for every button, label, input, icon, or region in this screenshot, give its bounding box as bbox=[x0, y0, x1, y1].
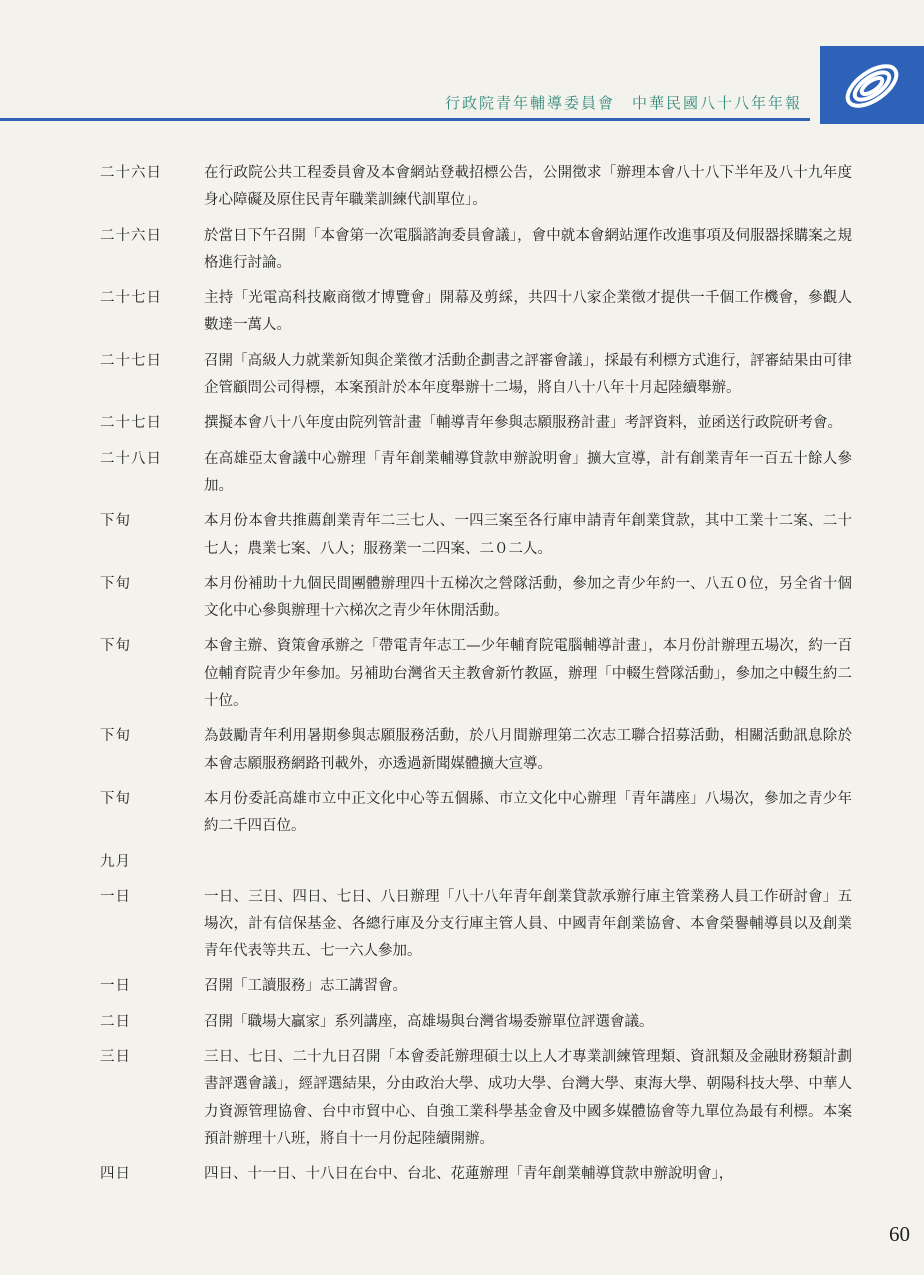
entry-date: 二十七日 bbox=[100, 415, 162, 432]
entry bbox=[0, 1009, 924, 1036]
entry-text: 本月份補助十九個民間團體辦理四十五梯次之營隊活動，參加之青少年約一、八五０位，另全省十個文化中心參與辦理十六梯次之青少年休閒活動。 bbox=[204, 575, 852, 620]
entry-text: 三日、七日、二十九日召開「本會委託辦理碩士以上人才專業訓練管理類、資訊類及金融財務類計劃書評選會議」，經評選結果，分由政治大學、成功大學、台灣大學、東海大學、朝陽科技大學、中華人力資源管理協會、台中市貿中心、自強工業科學基金會及中國多媒體協會等九單位為最有利標。本案預計辦理十八班，將自十一月份起陸續開辦。 bbox=[204, 1049, 852, 1147]
entry-text: 本會主辦、資策會承辦之「帶電青年志工—少年輔育院電腦輔導計畫」，本月份計辦理五場次，約一百位輔育院青少年參加。另補助台灣省天主教會新竹教區，辦理「中輟生營隊活動」，參加之中輟生約二十位。 bbox=[204, 638, 852, 710]
entry bbox=[0, 571, 924, 626]
entry-date: 下旬 bbox=[100, 728, 131, 745]
entry bbox=[0, 285, 924, 340]
month-label: 九月 bbox=[100, 853, 131, 870]
header-rule bbox=[0, 118, 810, 121]
entry-date: 下旬 bbox=[100, 575, 131, 592]
entry-text: 四日、十一日、十八日在台中、台北、花蓮辦理「青年創業輔導貸款申辦說明會」， bbox=[204, 1166, 734, 1183]
entry bbox=[0, 786, 924, 841]
entry bbox=[0, 884, 924, 966]
entry bbox=[0, 508, 924, 563]
entry-text: 於當日下午召開「本會第一次電腦諮詢委員會議」，會中就本會網站運作改進事項及伺服器採購案之規格進行討論。 bbox=[204, 227, 852, 271]
entry bbox=[0, 723, 924, 778]
entry bbox=[0, 410, 924, 437]
entry-date: 二十八日 bbox=[100, 450, 162, 467]
entry-date: 二十七日 bbox=[100, 352, 162, 369]
entry-text: 主持「光電高科技廠商徵才博覽會」開幕及剪綵，共四十八家企業徵才提供一千個工作機會，參觀人數達一萬人。 bbox=[204, 290, 852, 334]
header-title: 行政院青年輔導委員會 中華民國八十八年年報 bbox=[444, 94, 802, 112]
entry-date: 下旬 bbox=[100, 513, 131, 530]
entry-text: 召開「高級人力就業新知與企業徵才活動企劃書之評審會議」，採最有利標方式進行，評審結果由可律企管顧問公司得標，本案預計於本年度舉辦十二場，將自八十八年十月起陸續舉辦。 bbox=[204, 352, 852, 397]
entry-date: 下旬 bbox=[100, 638, 131, 655]
entry-text: 召開「工讀服務」志工講習會。 bbox=[204, 978, 407, 995]
entry-date: 二十六日 bbox=[100, 165, 162, 181]
month-heading bbox=[0, 849, 924, 876]
entry bbox=[0, 633, 924, 715]
page-number: 60 bbox=[889, 1222, 910, 1246]
chronicle-entries bbox=[0, 160, 924, 1197]
entry-text: 一日、三日、四日、七日、八日辦理「八十八年青年創業貸款承辦行庫主管業務人員工作研討會」五場次，計有信保基金、各總行庫及分支行庫主管人員、中國青年創業協會、本會榮譽輔導員以及創業青年代表等共五、七一六人參加。 bbox=[204, 888, 852, 960]
entry bbox=[0, 223, 924, 278]
entry-text: 為鼓勵青年利用暑期參與志願服務活動，於八月間辦理第二次志工聯合招募活動，相關活動訊息除於本會志願服務網路刊載外，亦透過新聞媒體擴大宣導。 bbox=[204, 728, 852, 772]
entry-date: 二十六日 bbox=[100, 227, 162, 244]
entry-text: 本月份委託高雄市立中正文化中心等五個縣、市立文化中心辦理「青年講座」八場次，參加之青少年約二千四百位。 bbox=[204, 790, 852, 835]
entry bbox=[0, 446, 924, 501]
entry bbox=[0, 1161, 924, 1188]
entry bbox=[0, 160, 924, 215]
entry-text: 本月份本會共推薦創業青年二三七人、一四三案至各行庫申請青年創業貸款，其中工業十二案、二十七人；農業七案、八人；服務業一二四案、二０二人。 bbox=[204, 513, 852, 557]
entry-text: 撰擬本會八十八年度由院列管計畫「輔導青年參與志願服務計畫」考評資料，並函送行政院研考會。 bbox=[204, 415, 842, 432]
entry-date: 一日 bbox=[100, 888, 131, 905]
rings-logo-icon bbox=[820, 46, 924, 124]
entry-date: 三日 bbox=[100, 1049, 131, 1066]
entry-text: 在高雄亞太會議中心辦理「青年創業輔導貸款申辦說明會」擴大宣導，計有創業青年一百五十餘人參加。 bbox=[204, 450, 852, 494]
entry bbox=[0, 973, 924, 1000]
entry-date: 四日 bbox=[100, 1166, 131, 1183]
entry bbox=[0, 348, 924, 403]
entry-date: 一日 bbox=[100, 978, 131, 995]
entry-date: 下旬 bbox=[100, 790, 131, 807]
entry-text: 召開「職場大贏家」系列講座，高雄場與台灣省場委辦單位評選會議。 bbox=[204, 1013, 654, 1030]
entry-date: 二十七日 bbox=[100, 290, 162, 307]
entry-text: 在行政院公共工程委員會及本會網站登載招標公告，公開徵求「辦理本會八十八下半年及八十九年度身心障礙及原住民青年職業訓練代訓單位」。 bbox=[204, 165, 852, 209]
entry bbox=[0, 1044, 924, 1153]
entry-date: 二日 bbox=[100, 1013, 131, 1030]
